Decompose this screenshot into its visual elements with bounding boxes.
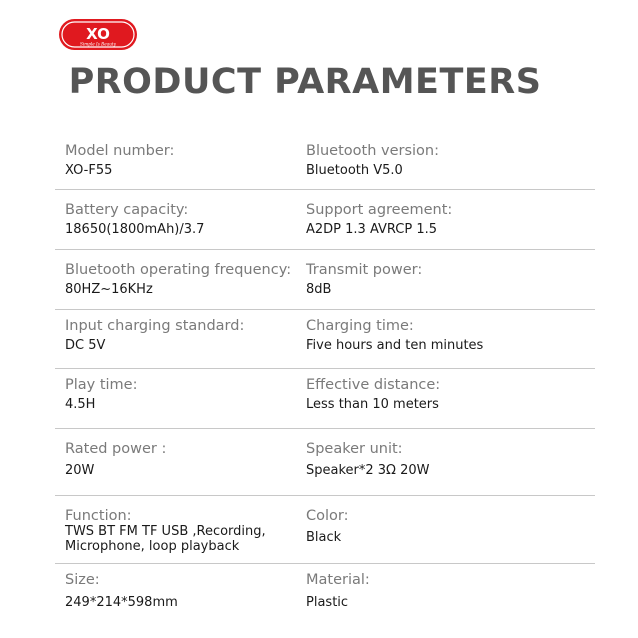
param-label: Transmit power: <box>306 262 423 278</box>
param-row-function <box>55 508 595 564</box>
param-value: TWS BT FM TF USB ,Recording, Microphone, loop playback <box>65 524 266 554</box>
param-value: Less than 10 meters <box>306 397 439 412</box>
param-value: 80HZ~16KHz <box>65 282 153 297</box>
param-row-charging <box>55 318 595 369</box>
param-label: Charging time: <box>306 318 414 334</box>
page-title: PRODUCT PARAMETERS <box>68 62 542 102</box>
param-value: 249*214*598mm <box>65 595 178 610</box>
param-label: Material: <box>306 572 370 588</box>
param-label: Battery capacity: <box>65 202 189 218</box>
param-row-play-time <box>55 377 595 429</box>
param-value: Plastic <box>306 595 349 610</box>
param-label: Bluetooth version: <box>306 143 439 159</box>
param-value: 4.5H <box>65 397 96 412</box>
brand-logo <box>58 18 138 51</box>
logo-tagline: Simple Is Beauty <box>80 41 116 47</box>
param-value: A2DP 1.3 AVRCP 1.5 <box>306 222 438 237</box>
param-row-size <box>55 572 595 618</box>
param-row-frequency <box>55 262 595 310</box>
param-label: Model number: <box>65 143 175 159</box>
param-row-model <box>55 143 595 190</box>
param-value: Bluetooth V5.0 <box>306 163 403 178</box>
param-value: Five hours and ten minutes <box>306 338 484 353</box>
param-label: Speaker unit: <box>306 441 403 457</box>
param-value: Speaker*2 3Ω 20W <box>306 463 430 478</box>
param-value: DC 5V <box>65 338 106 353</box>
logo-text: XO <box>86 25 110 43</box>
param-value: XO-F55 <box>65 163 113 178</box>
param-value: Black <box>306 530 342 545</box>
param-label: Bluetooth operating frequency: <box>65 262 292 278</box>
param-value: 20W <box>65 463 95 478</box>
param-label: Function: <box>65 508 132 524</box>
param-label: Color: <box>306 508 349 524</box>
param-label: Play time: <box>65 377 138 393</box>
param-label: Rated power : <box>65 441 167 457</box>
param-row-battery <box>55 202 595 250</box>
param-label: Effective distance: <box>306 377 441 393</box>
param-label: Support agreement: <box>306 202 453 218</box>
param-row-power <box>55 441 595 496</box>
param-label: Input charging standard: <box>65 318 245 334</box>
param-value: 18650(1800mAh)/3.7 <box>65 222 205 237</box>
param-label: Size: <box>65 572 100 588</box>
param-value: 8dB <box>306 282 332 297</box>
